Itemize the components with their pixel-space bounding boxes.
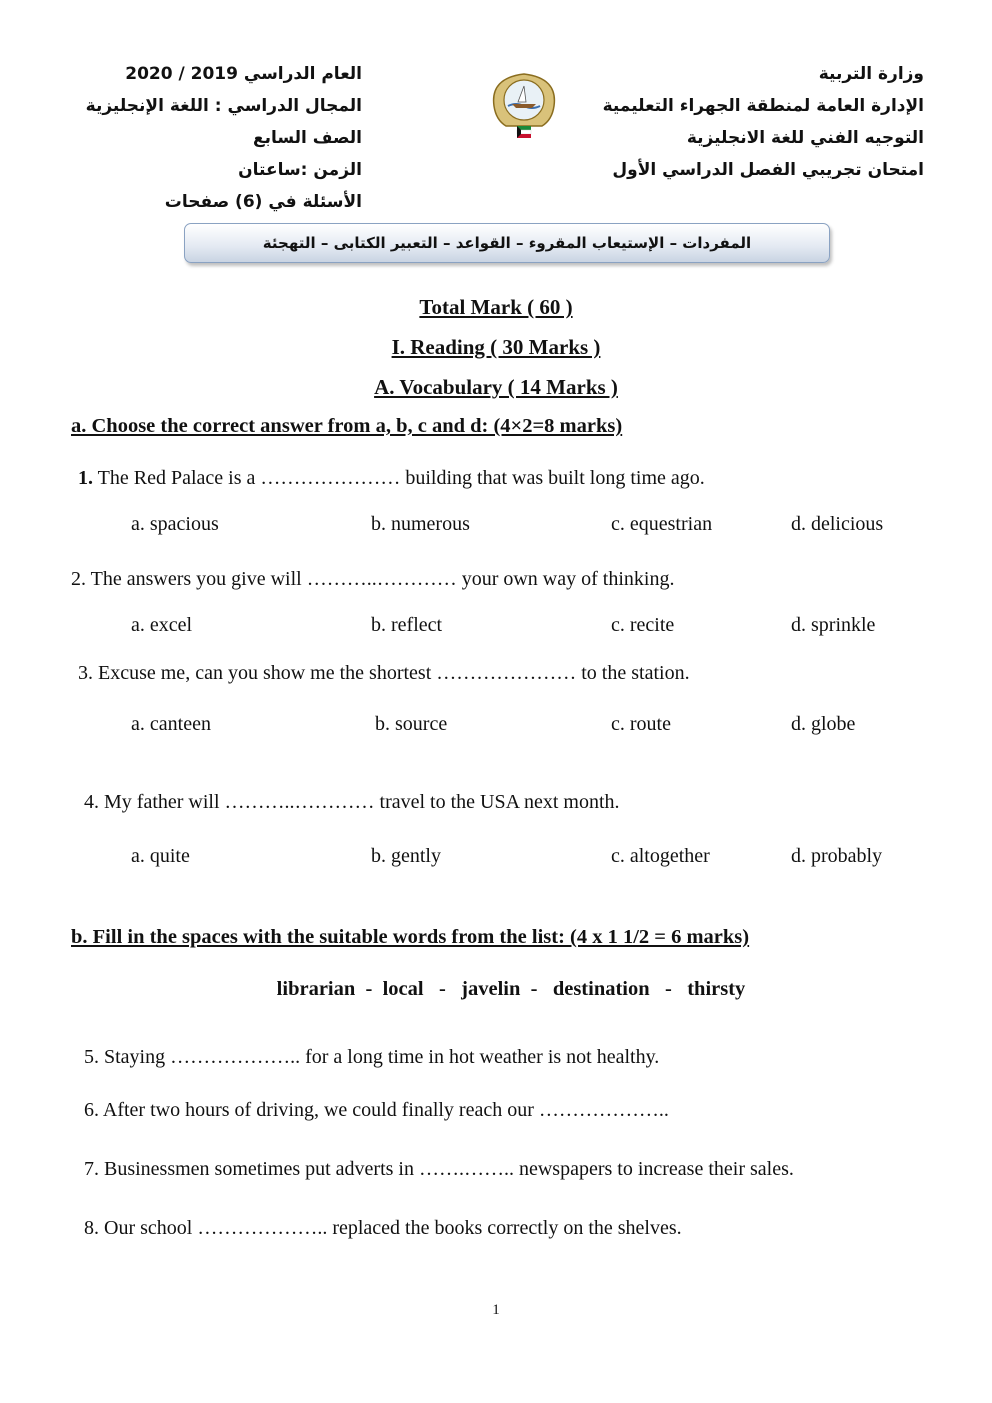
vocabulary-title: A. Vocabulary ( 14 Marks ): [374, 375, 618, 399]
topics-banner: [184, 223, 830, 263]
header-supervision: التوجيه الفني للغة الانجليزية: [686, 128, 924, 148]
q3-option-d[interactable]: d. globe: [791, 713, 856, 735]
question-8: 8. Our school ……………….. replaced the books correctly on the shelves.: [84, 1217, 682, 1239]
q4-option-c[interactable]: c. altogether: [611, 845, 710, 867]
word-list: librarian - local - javelin - destination - thirsty: [276, 978, 746, 1000]
question-number: 3.: [78, 662, 93, 684]
q4-option-a[interactable]: a. quite: [131, 845, 190, 867]
section-a-heading: a. Choose the correct answer from a, b, c and d: (4×2=8 marks): [71, 415, 623, 437]
reading-title: I. Reading ( 30 Marks ): [391, 335, 601, 359]
question-text: My father will ………..………… travel to the USA next month.: [99, 791, 620, 813]
question-6: 6. After two hours of driving, we could finally reach our ………………..: [84, 1099, 669, 1121]
topics-banner-text: المفردات – الإستيعاب المقروء – القواعد – التعبير الكتابى – التهجئة: [262, 234, 752, 252]
question-number: 4.: [84, 791, 99, 813]
question-1: [78, 467, 705, 490]
q2-option-c[interactable]: c. recite: [611, 614, 675, 636]
q3-option-b[interactable]: b. source: [375, 713, 448, 735]
q1-option-a[interactable]: a. spacious: [131, 513, 219, 535]
question-number: 2.: [71, 568, 86, 590]
q4-option-d[interactable]: d. probably: [791, 845, 883, 867]
q1-option-c[interactable]: c. equestrian: [611, 513, 713, 535]
header-grade: الصف السابع: [252, 128, 362, 148]
header-school-year: العام الدراسي 2019 / 2020: [125, 64, 362, 84]
question-4: [84, 791, 620, 814]
q3-option-a[interactable]: a. canteen: [131, 713, 211, 735]
kuwait-emblem-icon: [486, 68, 562, 144]
total-mark-title: Total Mark ( 60 ): [419, 295, 573, 319]
question-text: The answers you give will ………..………… your own way of thinking.: [86, 568, 675, 590]
header-time: الزمن :ساعتان: [238, 160, 362, 180]
header-exam-title: امتحان تجريبي الفصل الدراسي الأول: [612, 160, 924, 180]
header-subject: المجال الدراسي : اللغة الإنجليزية: [85, 96, 362, 116]
question-text: The Red Palace is a ………………… building that was built long time ago.: [93, 467, 705, 489]
q2-option-a[interactable]: a. excel: [131, 614, 193, 636]
question-text: Excuse me, can you show me the shortest ………………… to the station.: [93, 662, 690, 684]
header-pages: الأسئلة في (6) صفحات: [164, 192, 362, 212]
q4-option-b[interactable]: b. gently: [371, 845, 441, 867]
q1-option-b[interactable]: b. numerous: [371, 513, 470, 535]
q1-option-d[interactable]: d. delicious: [791, 513, 884, 535]
question-number: 1.: [78, 467, 93, 489]
question-5: 5. Staying ……………….. for a long time in hot weather is not healthy.: [84, 1046, 660, 1068]
page-number: 1: [492, 1302, 500, 1318]
question-7: 7. Businessmen sometimes put adverts in …….…….. newspapers to increase their sales.: [84, 1158, 794, 1180]
header-ministry: وزارة التربية: [818, 64, 924, 84]
section-b-heading: b. Fill in the spaces with the suitable words from the list: (4 x 1 1/2 = 6 marks): [71, 926, 750, 948]
question-2: [71, 568, 674, 591]
header-directorate: الإدارة العامة لمنطقة الجهراء التعليمية: [602, 96, 924, 116]
q2-option-d[interactable]: d. sprinkle: [791, 614, 876, 636]
question-3: [78, 662, 690, 685]
q2-option-b[interactable]: b. reflect: [371, 614, 443, 636]
q3-option-c[interactable]: c. route: [611, 713, 671, 735]
